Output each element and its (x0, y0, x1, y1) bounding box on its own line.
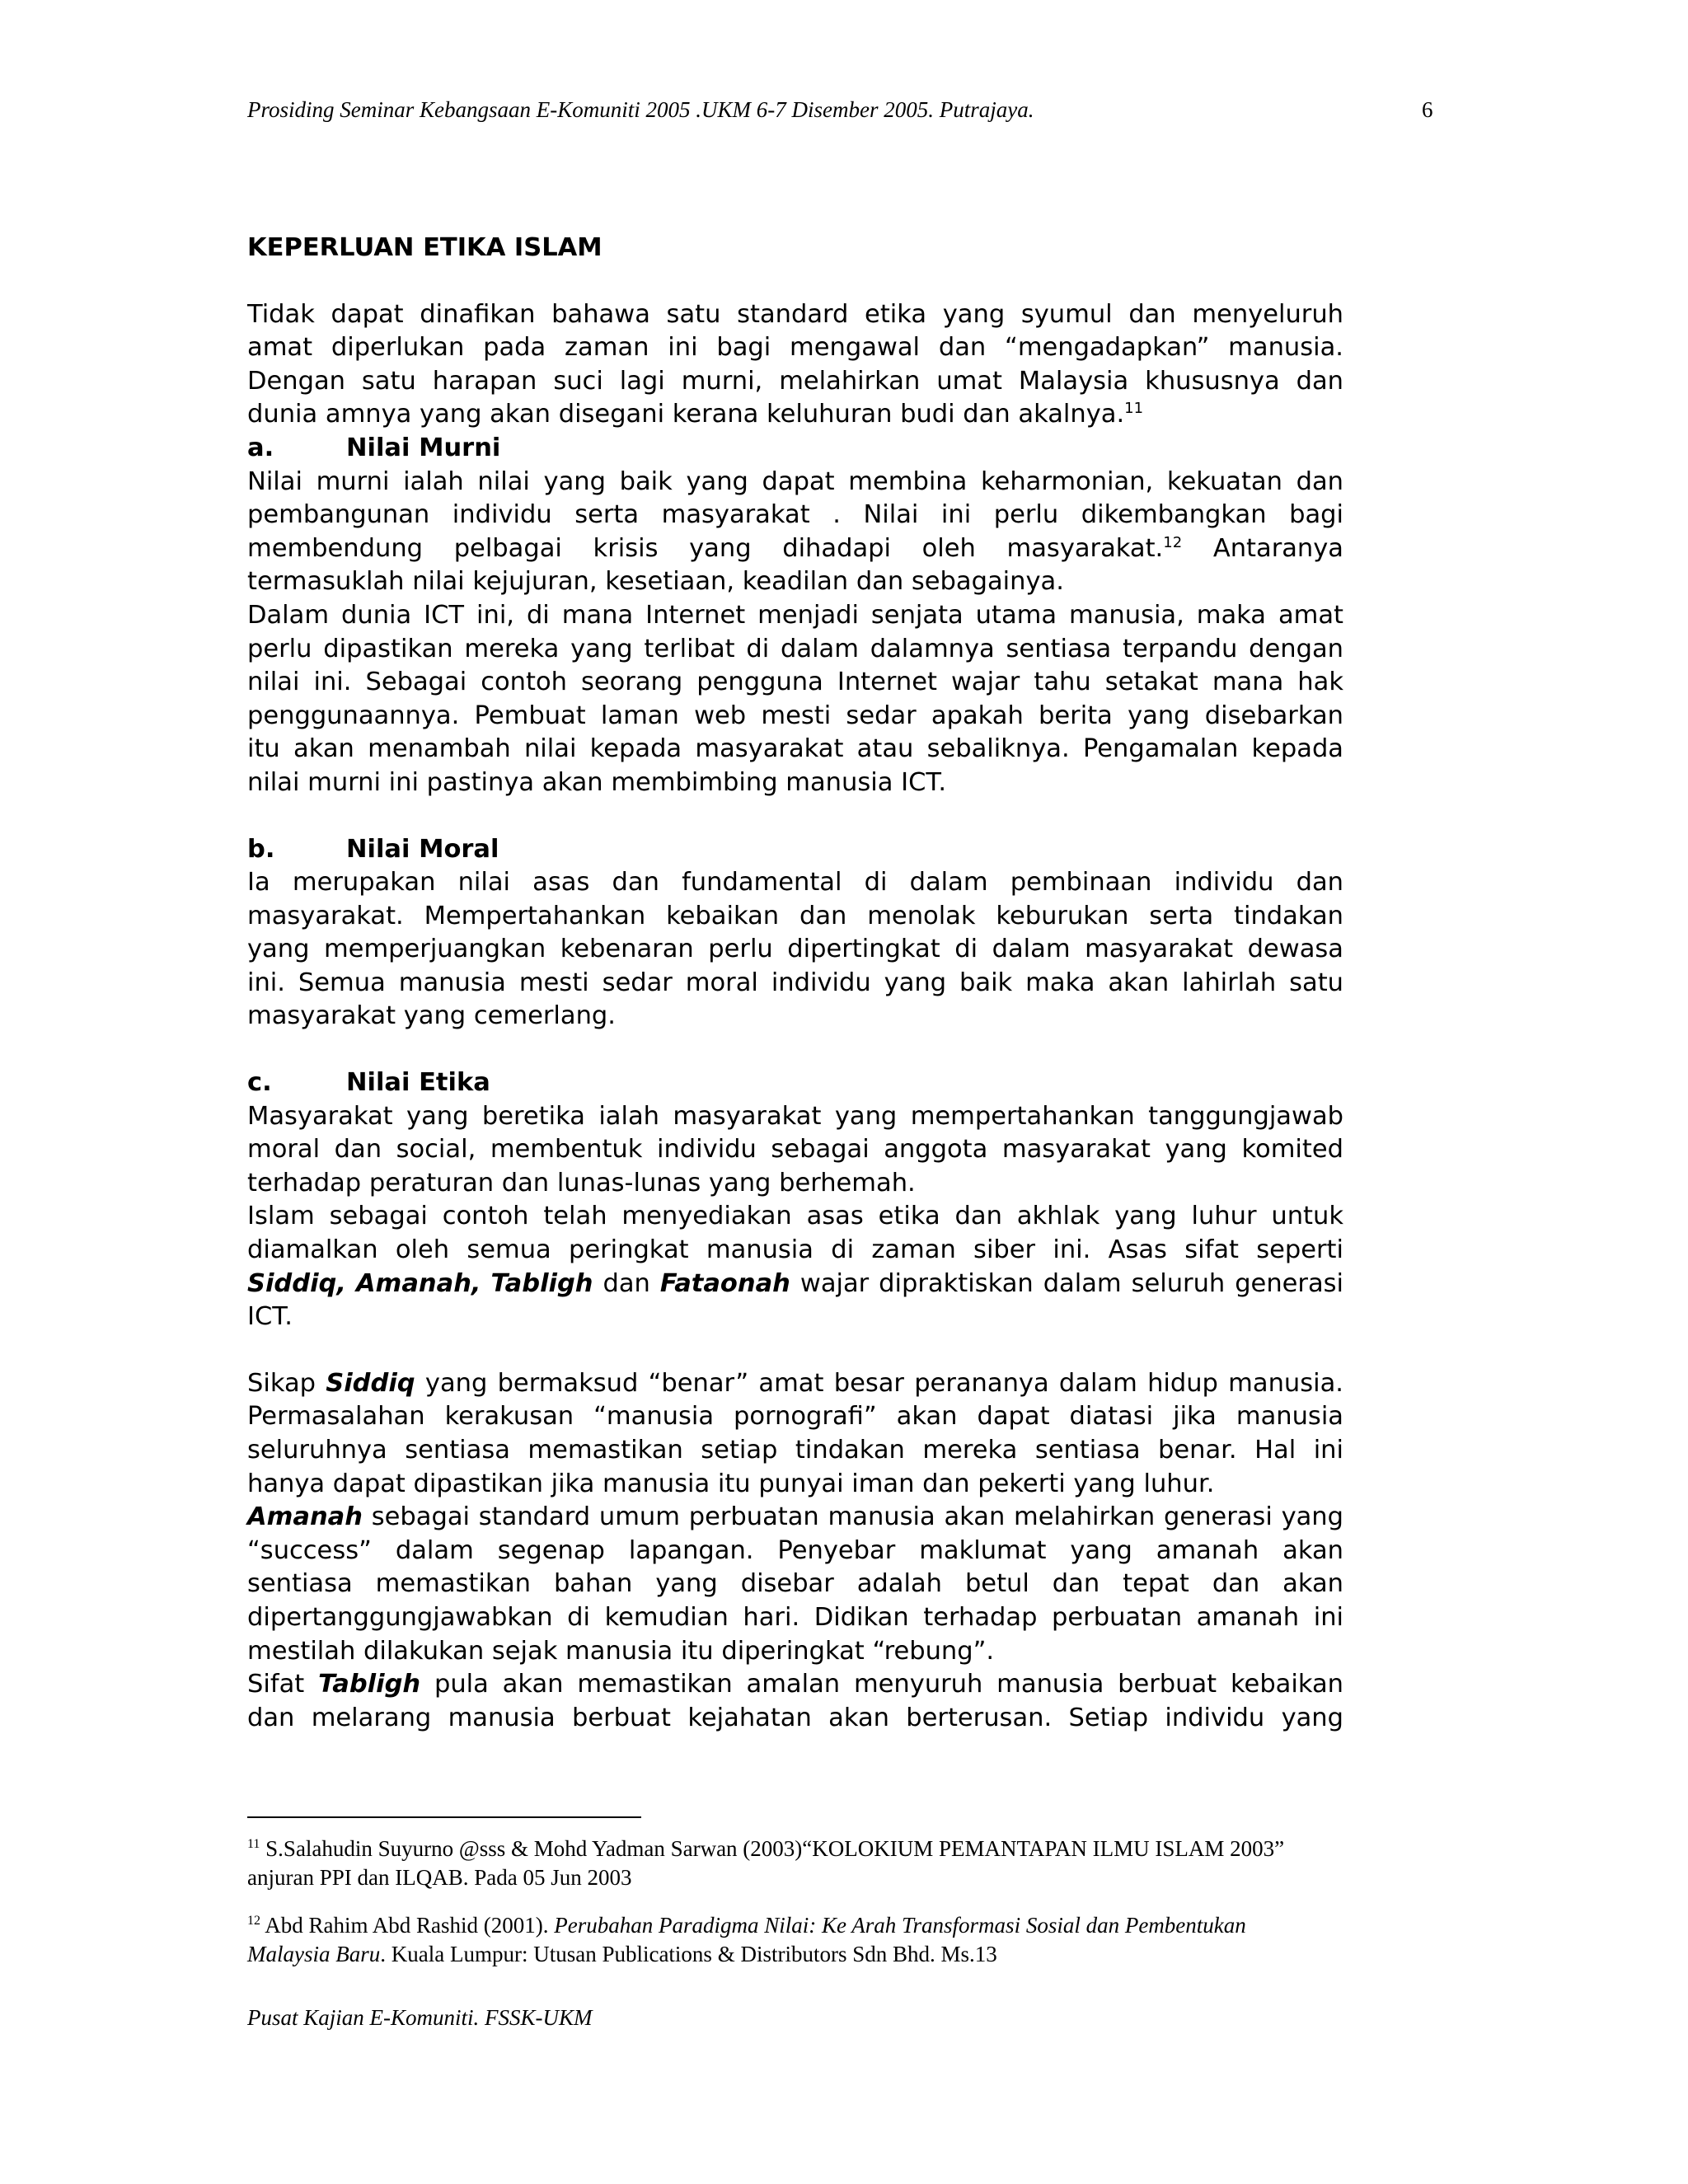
text-line: Dengan satu harapan suci lagi murni, melahirkan umat Malaysia khususnya dan (247, 366, 1343, 396)
text-span: Sikap (247, 1368, 316, 1398)
text-line: hanya dapat dipastikan jika manusia itu punyai iman dan pekerti yang luhur. (247, 1469, 1215, 1498)
tabligh-paragraph (247, 1668, 1343, 1735)
nilai-murni-paragraph-2 (247, 599, 1343, 800)
text-line: sentiasa memastikan bahan yang disebar adalah betul dan tepat dan akan (247, 1569, 1343, 1599)
text-line: perlu dipastikan mereka yang terlibat di dalam dalamnya sentiasa terpandu dengan (247, 634, 1343, 663)
text-line: ini. Semua manusia mesti sedar moral individu yang baik maka akan lahirlah satu (247, 968, 1343, 997)
footnote-text: . Kuala Lumpur: Utusan Publications & Distributors Sdn Bhd. Ms.13 (380, 1942, 997, 1966)
text-line: Nilai murni ialah nilai yang baik yang dapat membina keharmonian, kekuatan dan (247, 466, 1343, 496)
footnote-author: Abd Rahim Abd Rashid (2001). (265, 1913, 549, 1938)
footnote-ref-11: 11 (1124, 400, 1144, 418)
footnote-ref-12: 12 (1163, 533, 1183, 551)
subsection-letter: a. (247, 433, 274, 462)
text-line (247, 1367, 1343, 1401)
text-line: mestilah dilakukan sejak manusia itu diperingkat “rebung”. (247, 1636, 995, 1666)
text-line: dan melarang manusia berbuat kejahatan akan berterusan. Setiap individu yang (247, 1703, 1343, 1732)
footnote-12 (247, 1911, 1418, 1969)
text-line: masyarakat yang cemerlang. (247, 1001, 616, 1031)
text-line: Ia merupakan nilai asas dan fundamental di dalam pembinaan individu dan (247, 868, 1343, 898)
text-line: masyarakat. Mempertahankan kebaikan dan menolak keburukan serta tindakan (247, 901, 1343, 930)
nilai-etika-paragraph-1 (247, 1100, 1343, 1201)
subsection-title: Nilai Moral (346, 834, 499, 864)
term-tabligh: Tabligh (318, 1670, 421, 1699)
footnote-line (247, 1940, 1418, 1969)
text-line: seluruhnya sentiasa memastikan setiap tindakan mereka sentiasa benar. Hal ini (247, 1436, 1343, 1465)
main-body (247, 232, 1343, 1735)
text-span: Antaranya (1212, 533, 1343, 563)
text-span: membendung pelbagai krisis yang dihadapi oleh masyarakat. (247, 533, 1164, 563)
footnote-11 (247, 1835, 1418, 1892)
text-line (247, 532, 1343, 566)
text-line (247, 1268, 1343, 1301)
text-line: nilai ini. Sebagai contoh seorang pengguna Internet wajar tahu setakat mana hak (247, 668, 1343, 697)
text-span: pula akan memastikan amalan menyuruh manusia berbuat kebaikan (434, 1670, 1343, 1699)
siddiq-paragraph (247, 1367, 1343, 1501)
text-line: itu akan menambah nilai kepada masyarakat atau sebaliknya. Pengamalan kepada (247, 734, 1343, 764)
text-line: ICT. (247, 1302, 293, 1332)
footnote-title: Perubahan Paradigma Nilai: Ke Arah Transformasi Sosial dan Pembentukan (554, 1913, 1246, 1938)
text-line: pembangunan individu serta masyarakat . Nilai ini perlu dikembangkan bagi (247, 500, 1343, 530)
subsection-letter: b. (247, 834, 275, 864)
text-line: Dalam dunia ICT ini, di mana Internet menjadi senjata utama manusia, maka amat (247, 600, 1343, 630)
text-line (247, 398, 1343, 432)
footnote-title: Malaysia Baru (247, 1942, 381, 1966)
subsection-c-heading (247, 1066, 1343, 1100)
text-line: termasuklah nilai kejujuran, kesetiaan, keadilan dan sebagainya. (247, 567, 1064, 597)
subsection-title: Nilai Etika (346, 1068, 490, 1098)
footnote-number: 12 (247, 1914, 260, 1928)
text-line: nilai murni ini pastinya akan membimbing manusia ICT. (247, 767, 947, 797)
page-footer: Pusat Kajian E-Komuniti. FSSK-UKM (247, 2005, 593, 2030)
text-line: Tidak dapat dinafikan bahawa satu standard etika yang syumul dan menyeluruh (247, 299, 1343, 329)
text-line: dipertanggungjawabkan di kemudian hari. Didikan terhadap perbuatan amanah ini (247, 1602, 1343, 1632)
term-amanah: Amanah, (355, 1268, 481, 1298)
footnote-number: 11 (247, 1837, 260, 1851)
nilai-etika-paragraph-2 (247, 1200, 1343, 1333)
text-line: moral dan social, membentuk individu sebagai anggota masyarakat yang komited (247, 1135, 1343, 1165)
subsection-a-heading (247, 432, 1343, 466)
nilai-murni-paragraph-1 (247, 466, 1343, 599)
term-amanah: Amanah (247, 1502, 363, 1532)
intro-paragraph (247, 298, 1343, 432)
text-span: sebagai standard umum perbuatan manusia akan melahirkan generasi yang (371, 1502, 1344, 1532)
text-span: dan (603, 1268, 650, 1298)
amanah-paragraph (247, 1501, 1343, 1668)
nilai-moral-paragraph (247, 866, 1343, 1033)
text-line: penggunaannya. Pembuat laman web mesti sedar apakah berita yang disebarkan (247, 701, 1343, 730)
text-line: amat diperlukan pada zaman ini bagi mengawal dan “mengadapkan” manusia. (247, 333, 1343, 363)
term-fataonah: Fataonah (659, 1268, 790, 1298)
section-heading: KEPERLUAN ETIKA ISLAM (247, 233, 603, 262)
text-span: Sifat (247, 1670, 305, 1699)
footnote-line: anjuran PPI dan ILQAB. Pada 05 Jun 2003 (247, 1865, 632, 1890)
term-tabligh: Tabligh (490, 1268, 593, 1298)
text-line (247, 1668, 1343, 1702)
subsection-b-heading (247, 833, 1343, 867)
subsection-letter: c. (247, 1068, 272, 1098)
text-line: terhadap peraturan dan lunas-lunas yang berhemah. (247, 1168, 916, 1197)
text-span: yang bermaksud “benar” amat besar perananya dalam hidup manusia. (424, 1368, 1343, 1398)
text-line (247, 1501, 1343, 1535)
text-span (1182, 534, 1213, 563)
footnote-line (247, 1835, 1418, 1863)
footnote-line (247, 1911, 1418, 1940)
text-line: Masyarakat yang beretika ialah masyarakat yang mempertahankan tanggungjawab (247, 1101, 1343, 1131)
running-header-title: Prosiding Seminar Kebangsaan E-Komuniti 2005 .UKM 6-7 Disember 2005. Putrajaya. (247, 97, 1034, 122)
footnote-text: S.Salahudin Suyurno @sss & Mohd Yadman Sarwan (2003)“KOLOKIUM PEMANTAPAN ILMU ISLAM 2003” (265, 1836, 1285, 1861)
page-number: 6 (1422, 97, 1433, 122)
text-line: “success” dalam segenap lapangan. Penyebar maklumat yang amanah akan (247, 1535, 1343, 1565)
text-line: yang memperjuangkan kebenaran perlu dipertingkat di dalam masyarakat dewasa (247, 935, 1343, 964)
text-span: wajar dipraktiskan dalam seluruh generasi (799, 1268, 1344, 1298)
subsection-title: Nilai Murni (346, 433, 501, 462)
text-line: diamalkan oleh semua peringkat manusia di zaman siber ini. Asas sifat seperti (247, 1235, 1343, 1265)
term-siddiq: Siddiq, (247, 1268, 346, 1298)
text-span: dunia amnya yang akan disegani kerana keluhuran budi dan akalnya. (247, 400, 1125, 429)
footnote-separator (247, 1816, 641, 1818)
term-siddiq: Siddiq (326, 1368, 415, 1398)
text-line: Islam sebagai contoh telah menyediakan asas etika dan akhlak yang luhur untuk (247, 1202, 1343, 1231)
text-line: Permasalahan kerakusan “manusia pornografi” akan dapat diatasi jika manusia (247, 1402, 1343, 1432)
